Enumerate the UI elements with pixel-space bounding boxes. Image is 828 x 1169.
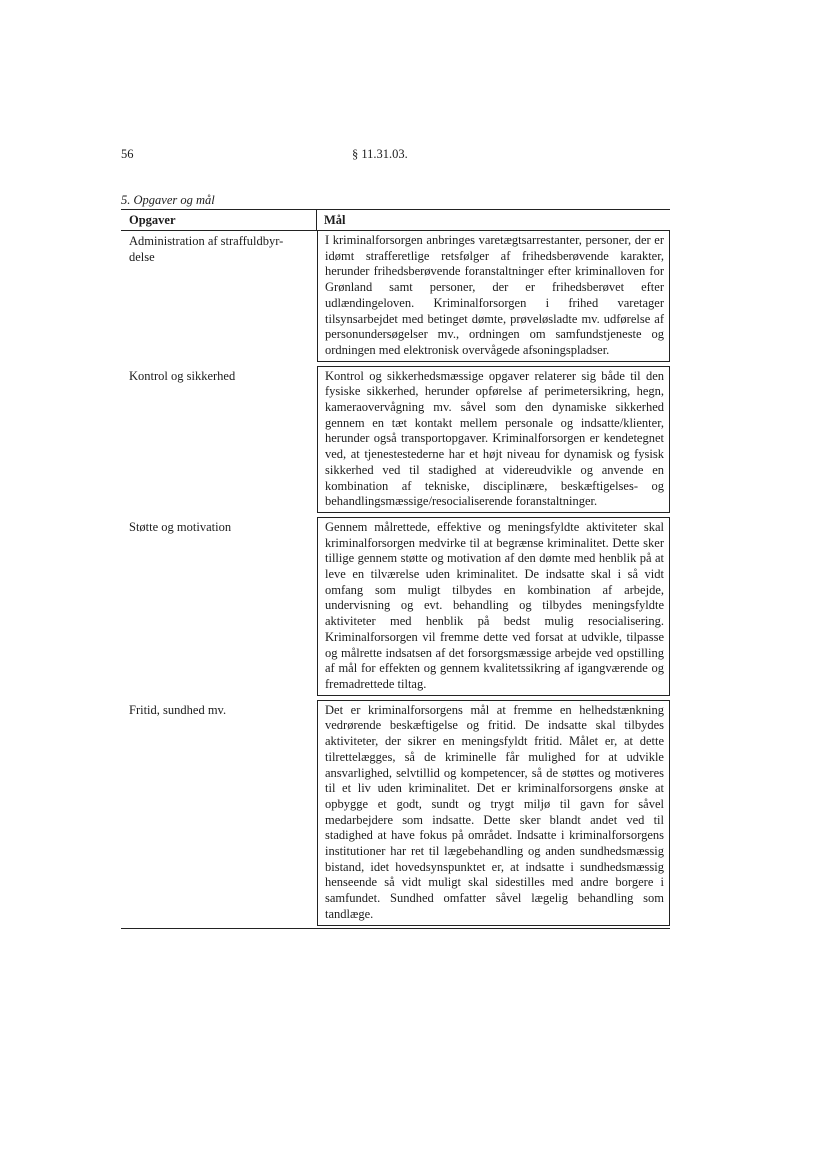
column-header-tasks: Opgaver [121,210,317,230]
table-row [121,231,670,362]
goal-cell: Det er kriminalforsorgens mål at fremme en helhedstænkning vedrørende beskæftigelse og fritid. De indsatte skal tilbydes aktiviteter, der sikrer en meningsfyldt fritid. Målet er, at dette tilrettelægges, så de kriminelle får mulighed for at udvikle ansvarlighed, selvtillid og kompetencer, så de støttes og motiveres til et liv uden kriminalitet. Det er kriminalforsorgens ønske at opbygge et godt, sundt og trygt miljø til gavn for såvel medarbejdere som indsatte. Dette sker blandt andet ved til stadighed at have fokus på området. Indsatte i kriminalforsorgens institutioner har ret til lægebehandling og anden sundhedsmæssig bistand, idet hovedsynspunktet er, at indsatte i sundhedsmæssig henseende så vidt muligt skal sidestilles med andre borgere i samfundet. Sundhed omfatter såvel lægelig behandling som tandlæge. [317,700,670,926]
table-row [121,366,670,513]
section-reference: § 11.31.03. [352,147,408,161]
page-number: 56 [121,147,134,161]
table-row [121,700,670,926]
goal-cell: I kriminalforsorgen anbringes varetægtsarrestanter, personer, der er idømt strafferetlige retsfølger af frihedsberøvende karakter, herunder frihedsberøvende foranstaltninger efter kriminalloven for Grønland samt personer, der er frihedsberøvet efter udlændingeloven. Kriminalforsorgen i frihed varetager tilsynsarbejdet med betinget dømte, prøveløsladte mv. udførelse af personundersøgelser mv., ordningen om samfundstjeneste og ordningen med elektronisk overvågede afsoningspladser. [317,231,670,362]
task-cell: Kontrol og sikkerhed [129,368,236,383]
task-cell: Fritid, sundhed mv. [129,702,227,717]
goals-table [121,209,670,929]
table-row [121,517,670,696]
goal-cell: Kontrol og sikkerhedsmæssige opgaver relaterer sig både til den fysiske sikkerhed, herunder opførelse af perimetersikring, hegn, kameraovervågning mv. såvel som den dynamiske sikkerhed gennem en tæt kontakt mellem personale og indsatte/klienter, herunder også transportopgaver. Kriminalforsorgen er kendetegnet ved, at tjenestestederne har et højt niveau for dynamisk og fysisk sikkerhed ved til stadighed at videreudvikle og anvende en kombination af tekniske, disciplinære, beskæftigelses- og behandlingsmæssige/resocialiserende foranstaltninger. [317,366,670,513]
task-cell: Støtte og motivation [129,519,232,534]
table-header [121,210,670,231]
goal-cell: Gennem målrettede, effektive og meningsfyldte aktiviteter skal kriminalforsorgen medvirke til at begrænse kriminalitet. Dette sker tillige gennem støtte og motivation af den dømte med henblik på at leve en tilværelse uden kriminalitet. De indsatte skal i så vidt omfang som muligt tilbydes en kombination af arbejde, undervisning og evt. behandling og tilbydes meningsfyldte aktiviteter med henblik på bedst mulig resocialisering. Kriminalforsorgen vil fremme dette ved forsat at udvikle, tilpasse og målrette indsatsen af det forsorgsmæssige arbejde ved opstilling af mål for effekten og gennem kvalitetssikring af igangværende og fremadrettede tiltag. [317,517,670,696]
task-cell: Administration af straffuldbyr- delse [129,234,284,264]
column-header-goals: Mål [324,213,346,227]
section-heading: 5. Opgaver og mål [121,193,215,207]
